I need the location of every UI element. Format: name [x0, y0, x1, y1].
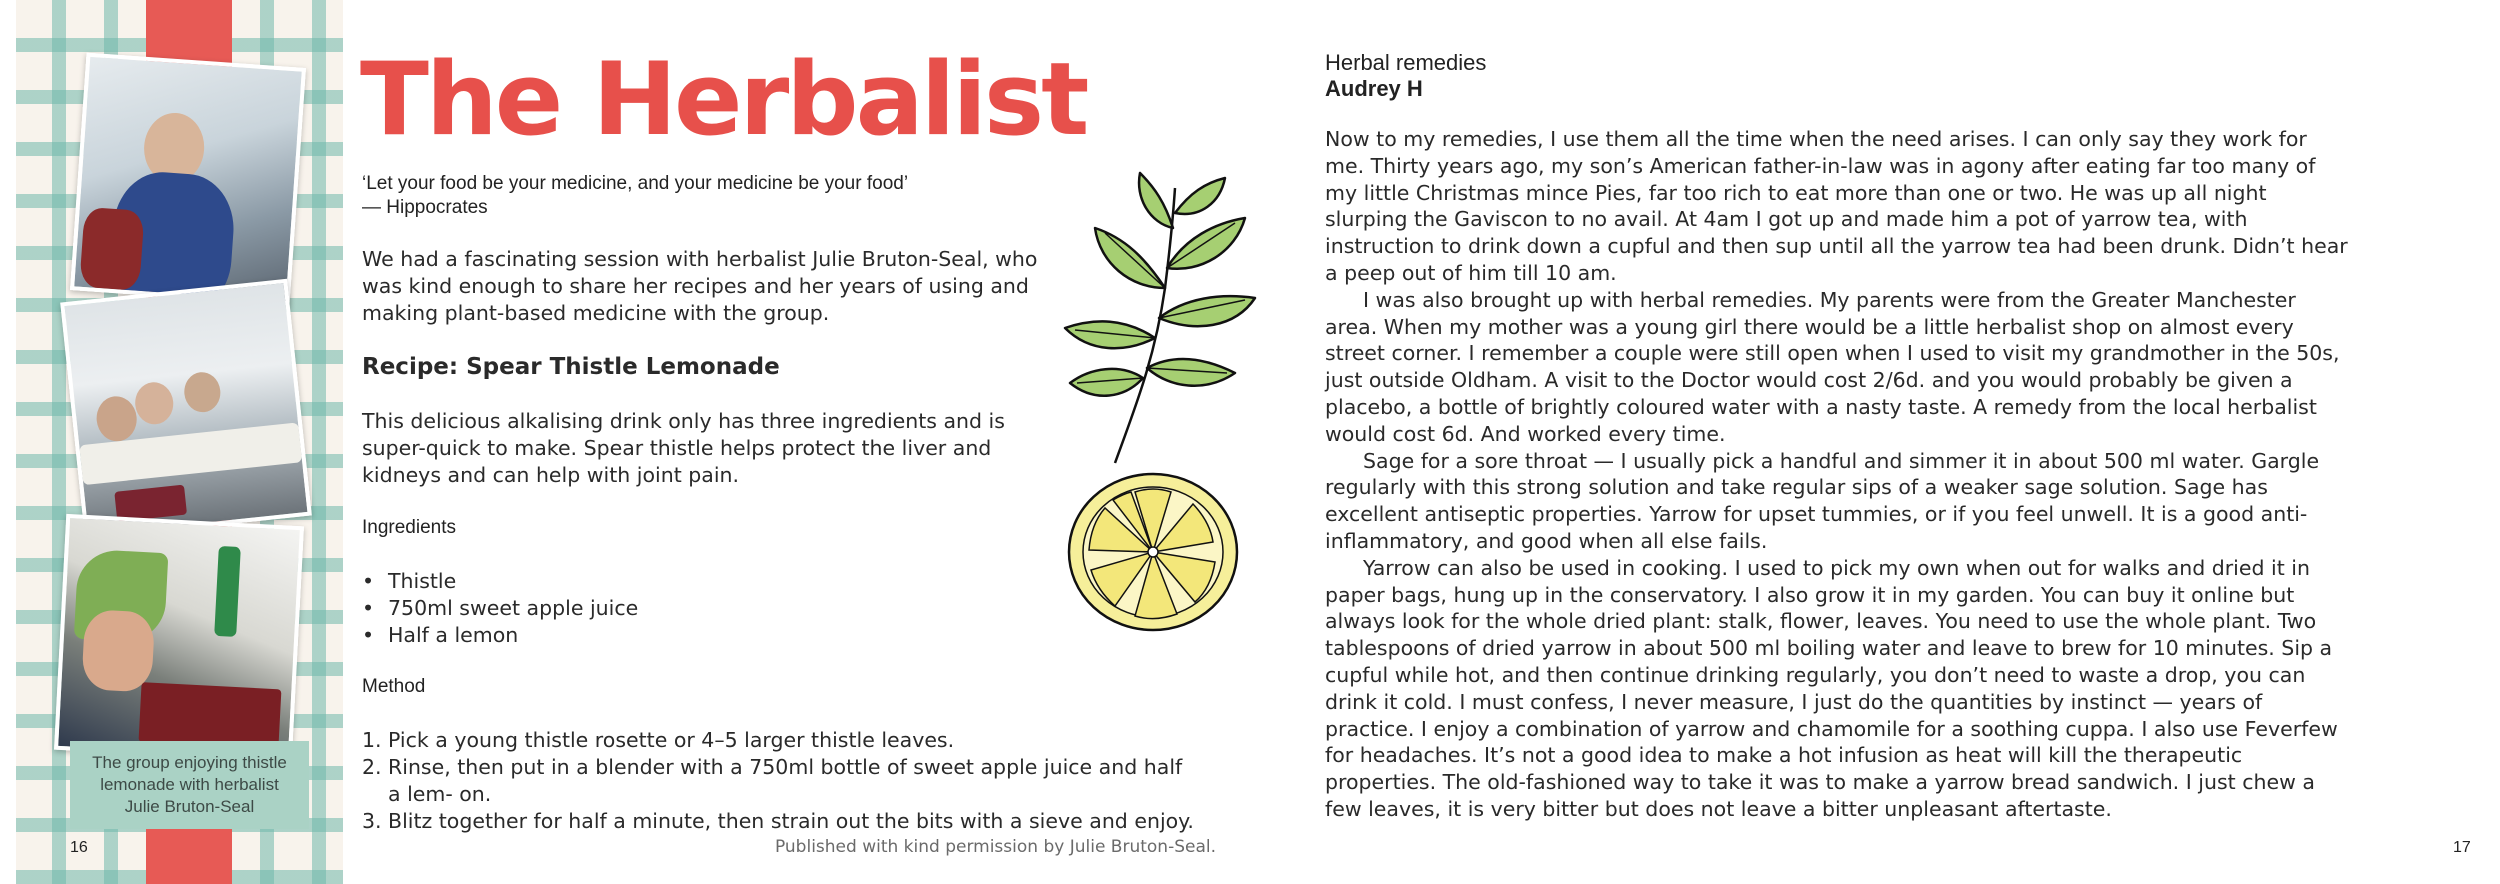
quote-author: — Hippocrates: [362, 197, 488, 218]
ingredient-item: • 750ml sweet apple juice: [362, 595, 638, 622]
step-number: 1.: [362, 728, 382, 752]
article-title: Herbal remedies: [1325, 50, 1487, 75]
step-number: 2.: [362, 755, 382, 779]
photo-caption: The group enjoying thistle lemonade with herbalist Julie Bruton-Seal: [92, 753, 287, 816]
leaf-sprig-icon: [1055, 168, 1260, 468]
step-text: Pick a young thistle rosette or 4–5 larger thistle leaves.: [388, 728, 955, 752]
recipe-heading: Recipe: Spear Thistle Lemonade: [362, 354, 780, 380]
photo-thistle-in-hand: [54, 514, 304, 762]
article-paragraph: Now to my remedies, I use them all the time when the need arises. I can only say they work for me. Thirty years ago, my son’s American father-in-law was in agony after eating far too many of my little Christmas mince Pies, far too rich to eat more than one or two. He was up all night slurping the Gaviscon to no avail. At 4am I got up and made him a pot of yarrow tea, with instruction to drink down a cupful and then sup until all the yarrow tea had been drunk. Didn’t hear a peep out of him till 10 am.: [1325, 127, 2348, 285]
article-paragraph: I was also brought up with herbal remedies. My parents were from the Greater Manchester area. When my mother was a young girl there would be a little herbalist shop on almost every street corner. I remember a couple were still open when I used to visit my grandmother in the 50s, just outside Oldham. A visit to the Doctor would cost 2/6d. and you would probably be given a placebo, a bottle of brightly coloured water with a nasty taste. A remedy from the local herbalist would cost 6d. And worked every time.: [1325, 287, 2340, 446]
step-text: Blitz together for half a minute, then strain out the bits with a sieve and enjoy.: [388, 809, 1194, 833]
step-text: Rinse, then put in a blender with a 750ml bottle of sweet apple juice and half a lem- on.: [388, 755, 1183, 806]
method-step: [362, 808, 1222, 835]
article-paragraph: Yarrow can also be used in cooking. I used to pick my own when out for walks and dried it in paper bags, hung up in the conservatory. I also grow it in my garden. You can buy it online but always look for the whole dried plant: stalk, flower, leaves. You need to use the whole plant. Two tablespoons of dried yarrow in about 500 ml boiling water and leave to brew for 10 minutes. Sip a cupful while hot, and then continue drinking regularly, you don’t need to waste a drop, you can drink it cold. I must confess, I never measure, I just do the quantities by instinct — years of practice. I enjoy a combination of yarrow and chamomile for a soothing cuppa. I also use Feverfew for headaches. It’s not a good idea to make a hot infusion as heat will kill the therapeutic properties. The old-fashioned way to take it was to make a yarrow bread sandwich. I just chew a few leaves, it is very bitter but does not leave a bitter unpleasant aftertaste.: [1325, 555, 2338, 821]
step-number: 3.: [362, 809, 382, 833]
ingredients-label: Ingredients: [362, 517, 457, 538]
method-label: Method: [362, 676, 426, 697]
quote: ‘Let your food be your medicine, and your medicine be your food’: [362, 173, 909, 194]
ingredient-item: • Thistle: [362, 568, 638, 595]
recipe-description: This delicious alkalising drink only has three ingredients and is super-quick to make. Spear thistle helps protect the liver and kidneys and can help with joint pain.: [362, 409, 1005, 487]
intro-paragraph: We had a fascinating session with herbalist Julie Bruton-Seal, who was kind enough to share her recipes and her years of using and making plant-based medicine with the group.: [362, 247, 1038, 325]
article-paragraph: Sage for a sore throat — I usually pick a handful and simmer it in about 500 ml water. Gargle regularly with this strong solution and take regular sips of a weaker sage solution. Sage has excellent antiseptic properties. Yarrow for upset tummies, or if you feel unwell. It is a good anti-inflammatory, and good when all else fails.: [1325, 448, 2320, 553]
article-author: Audrey H: [1325, 76, 1423, 101]
photo-woman-smiling: [70, 53, 306, 306]
page-number-left: 16: [70, 839, 88, 856]
ingredient-item: • Half a lemon: [362, 622, 638, 649]
method-step: [362, 727, 1222, 754]
method-step: [362, 754, 1188, 808]
method-list: [362, 727, 1222, 835]
lemon-slice-icon: [1065, 470, 1245, 635]
ingredients-list: [362, 568, 638, 649]
photo-group-at-table: [60, 279, 312, 540]
page-margin: [0, 0, 16, 884]
page-number-right: 17: [2453, 839, 2471, 856]
credit-line: Published with kind permission by Julie Bruton-Seal.: [774, 837, 1216, 857]
photo-caption-box: [70, 741, 309, 829]
article-body: [1325, 126, 2350, 823]
page-title: The Herbalist: [360, 40, 1087, 158]
